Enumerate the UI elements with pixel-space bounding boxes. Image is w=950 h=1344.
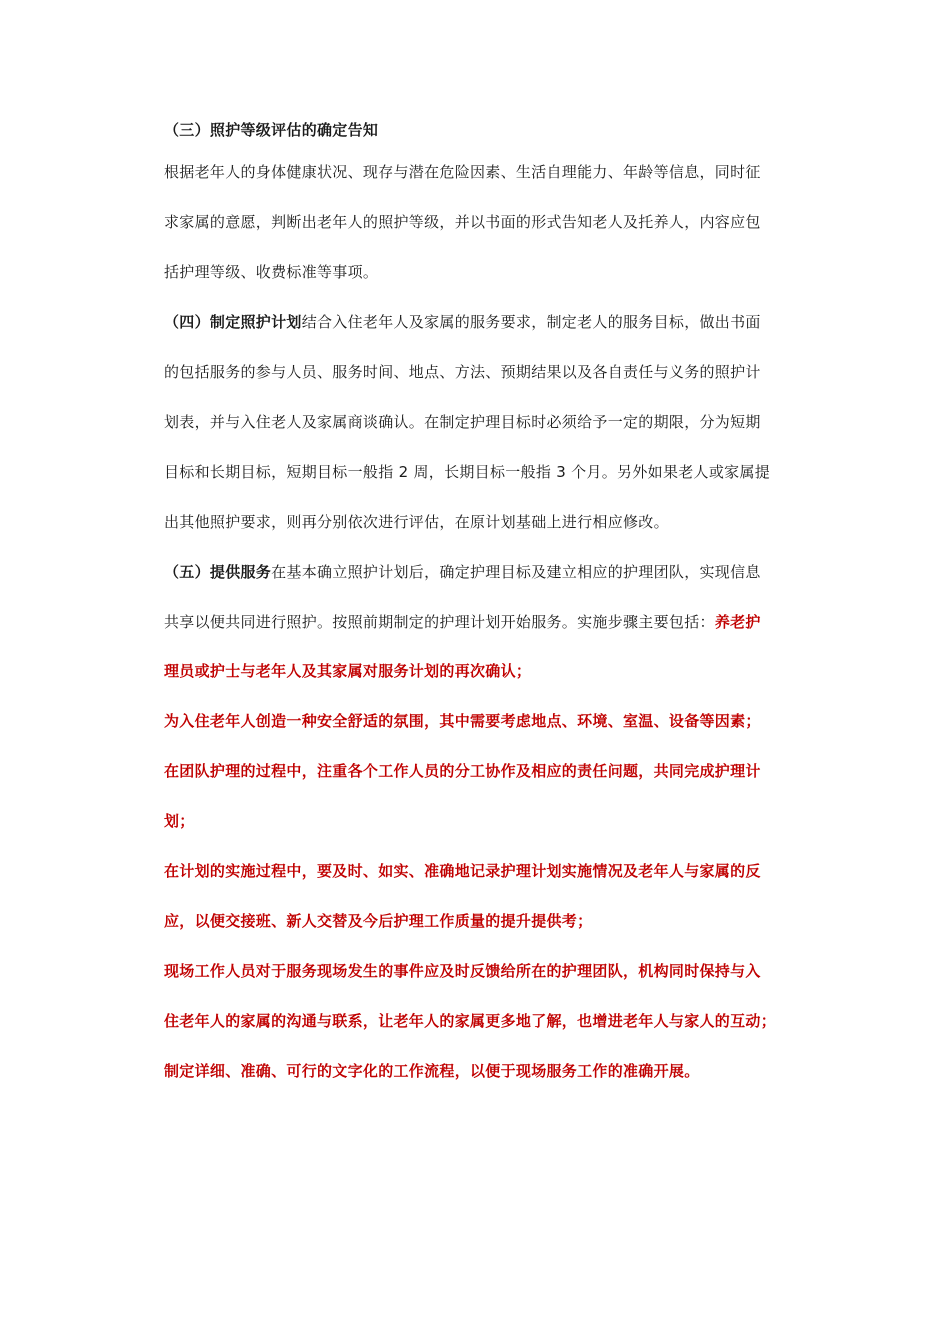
section-3-line-1: 根据老年人的身体健康状况、现存与潜在危险因素、生活自理能力、年龄等信息，同时征 — [164, 163, 761, 181]
section-5-red-start: 养老护 — [714, 613, 761, 631]
section-4-heading: （四）制定照护计划 — [164, 313, 302, 331]
section-3-line-3: 括护理等级、收费标准等事项。 — [164, 263, 379, 281]
section-5-heading: （五）提供服务 — [164, 563, 272, 581]
section-4-first-line — [164, 312, 761, 332]
section-5-first-line-text: 在基本确立照护计划后，确定护理目标及建立相应的护理团队，实现信息 — [271, 563, 761, 581]
step-1-continued: 理员或护士与老年人及其家属对服务计划的再次确认； — [164, 662, 532, 680]
section-4-line-4: 目标和长期目标，短期目标一般指 2 周，长期目标一般指 3 个月。另外如果老人或家属提 — [164, 463, 771, 481]
section-4-line-5: 出其他照护要求，则再分别依次进行评估，在原计划基础上进行相应修改。 — [164, 513, 669, 531]
step-4-line-1: 在计划的实施过程中，要及时、如实、准确地记录护理计划实施情况及老年人与家属的反 — [164, 862, 761, 880]
section-3-line-2: 求家属的意愿，判断出老年人的照护等级，并以书面的形式告知老人及托养人，内容应包 — [164, 213, 761, 231]
section-4-line-2: 的包括服务的参与人员、服务时间、地点、方法、预期结果以及各自责任与义务的照护计 — [164, 363, 761, 381]
section-5-second-line-text: 共享以便共同进行照护。按照前期制定的护理计划开始服务。实施步骤主要包括： — [164, 613, 715, 631]
section-5-first-line — [164, 562, 761, 582]
section-5-second-line — [164, 612, 761, 632]
step-4-line-2: 应，以便交接班、新人交替及今后护理工作质量的提升提供考； — [164, 912, 593, 930]
step-2: 为入住老年人创造一种安全舒适的氛围，其中需要考虑地点、环境、室温、设备等因素； — [164, 712, 761, 730]
step-6: 制定详细、准确、可行的文字化的工作流程，以便于现场服务工作的准确开展。 — [164, 1062, 700, 1080]
section-4-line-3: 划表，并与入住老人及家属商谈确认。在制定护理目标时必须给予一定的期限，分为短期 — [164, 413, 761, 431]
section-4-first-line-text: 结合入住老年人及家属的服务要求，制定老人的服务目标，做出书面 — [301, 313, 761, 331]
section-3-heading: （三）照护等级评估的确定告知 — [164, 121, 379, 139]
step-3-line-1: 在团队护理的过程中，注重各个工作人员的分工协作及相应的责任问题，共同完成护理计 — [164, 762, 761, 780]
step-3-line-2: 划； — [164, 812, 195, 830]
step-5-line-1: 现场工作人员对于服务现场发生的事件应及时反馈给所在的护理团队，机构同时保持与入 — [164, 962, 761, 980]
step-5-line-2: 住老年人的家属的沟通与联系，让老年人的家属更多地了解，也增进老年人与家人的互动； — [164, 1012, 777, 1030]
